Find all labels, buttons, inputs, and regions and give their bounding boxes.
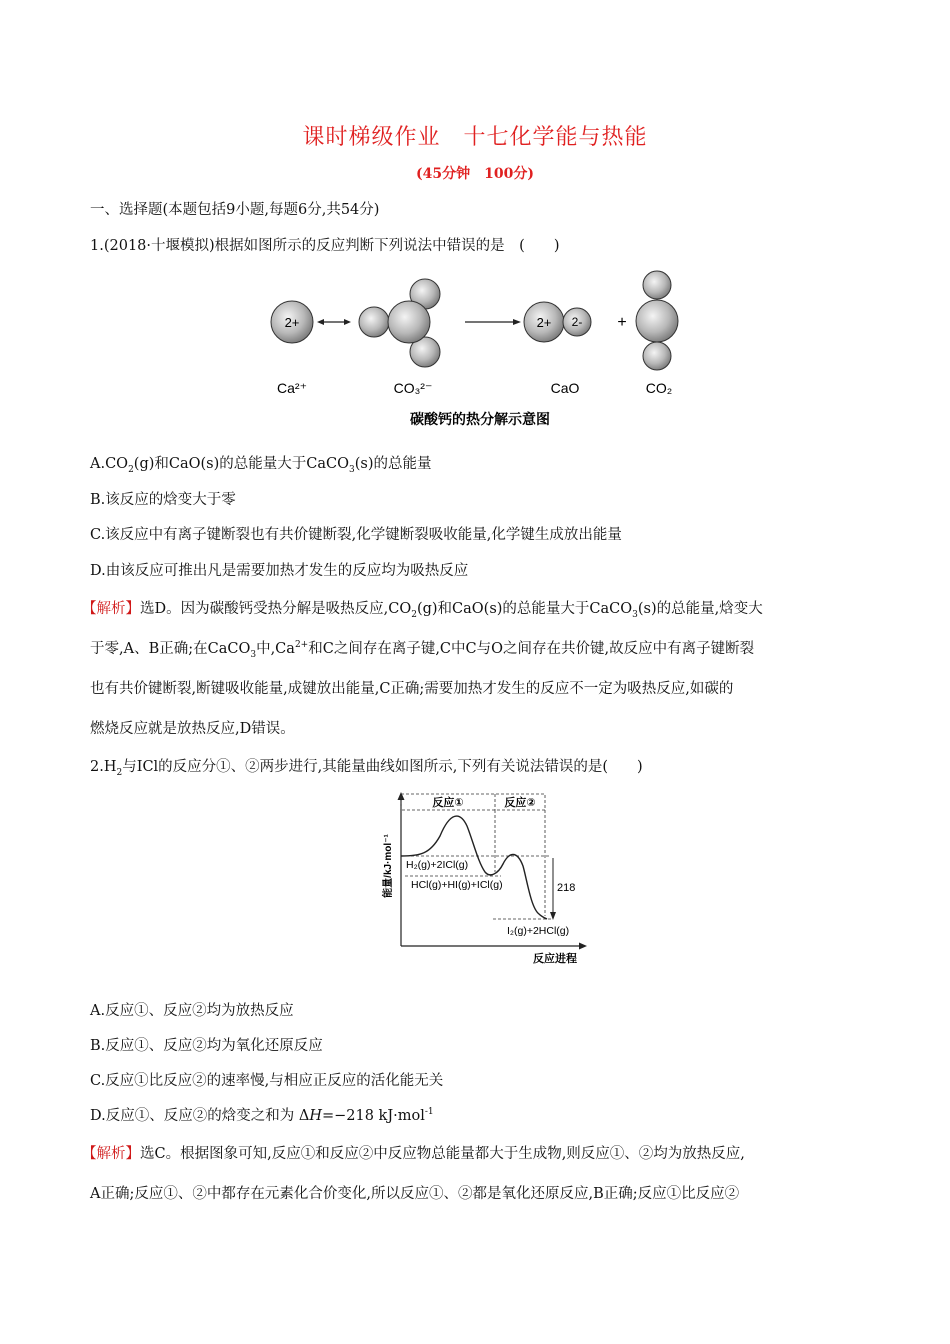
page-title: 课时梯级作业 十七化学能与热能 xyxy=(302,125,648,150)
q2-energy-diagram xyxy=(375,786,595,972)
q1-option-d: D.由该反应可推出凡是需要加热才发生的反应均为吸热反应 xyxy=(90,563,469,579)
label-co2: CO₂ xyxy=(645,380,673,396)
state-products: I₂(g)+2HCl(g) xyxy=(507,925,570,937)
reaction-arrow-head xyxy=(513,319,521,325)
arrow-head-left xyxy=(317,319,324,325)
analysis-tag: 【解析】 xyxy=(82,601,140,617)
q1-figure xyxy=(255,268,705,438)
analysis-tag: 【解析】 xyxy=(82,1146,140,1162)
plus-sign: + xyxy=(617,314,627,331)
q2-option-a: A.反应①、反应②均为放热反应 xyxy=(90,1003,294,1019)
x-axis-label: 反应进程 xyxy=(533,953,577,965)
q2-analysis-line2: A正确;反应①、②中都存在元素化合价变化,所以反应①、②都是氧化还原反应,B正确;反应①比反应② xyxy=(90,1186,740,1202)
section-heading: 一、选择题(本题包括9小题,每题6分,共54分) xyxy=(90,202,380,218)
q2-analysis-line1: 【解析】选C。根据图象可知,反应①和反应②中反应物总能量都大于生成物,则反应①、②均为放热反应, xyxy=(82,1146,745,1162)
cao-ca-charge: 2+ xyxy=(536,315,552,330)
page-subtitle: (45分钟 100分) xyxy=(416,166,534,182)
co3-oxygen-left xyxy=(359,307,389,337)
q2-option-b: B.反应①、反应②均为氧化还原反应 xyxy=(90,1038,323,1054)
arrow-head-right xyxy=(344,319,351,325)
figure-caption: 碳酸钙的热分解示意图 xyxy=(410,411,550,427)
co2-carbon xyxy=(636,300,678,342)
label-co3: CO₃²⁻ xyxy=(393,380,433,396)
q2-option-d: D.反应①、反应②的焓变之和为 ΔH=−218 kJ·mol$^{-1}$ xyxy=(90,1107,434,1124)
q1-stem: 1.(2018·十堰模拟)根据如图所示的反应判断下列说法中错误的是 ( ) xyxy=(90,238,560,254)
delta-label: 218 xyxy=(557,882,576,894)
q1-analysis-line2: 于零,A、B正确;在CaCO$_3$中$,Ca^{2+}$和C之间存在离子键,C中C与O之间存在共价键,故反应中有离子键断裂 xyxy=(90,640,755,660)
q1-option-b: B.该反应的焓变大于零 xyxy=(90,492,236,508)
state-reactants: H₂(g)+2ICl(g) xyxy=(406,859,469,871)
co3-carbon xyxy=(388,301,430,343)
state-intermediate: HCl(g)+HI(g)+ICl(g) xyxy=(411,879,503,891)
label-cao: CaO xyxy=(550,380,580,396)
y-axis-label: 能量/kJ·mol⁻¹ xyxy=(383,834,394,898)
q2-stem: $2.H_2$与ICl的反应分①、②两步进行,其能量曲线如图所示,下列有关说法错误的是( ) xyxy=(90,759,643,778)
q2-option-c: C.反应①比反应②的速率慢,与相应正反应的活化能无关 xyxy=(90,1073,444,1089)
x-axis-arrow xyxy=(579,943,587,950)
q1-analysis-line3: 也有共价键断裂,断键吸收能量,成键放出能量,C正确;需要加热才发生的反应不一定为吸热反应,如碳的 xyxy=(90,681,734,697)
co2-oxygen-bottom xyxy=(643,342,671,370)
ca-ion-charge: 2+ xyxy=(284,315,300,330)
q1-analysis-line4: 燃烧反应就是放热反应,D错误。 xyxy=(90,721,295,737)
cao-o-charge: 2- xyxy=(571,315,583,329)
co2-oxygen-top xyxy=(643,271,671,299)
step1-label: 反应① xyxy=(432,797,464,809)
q1-option-a: $A.CO_2(g)$和CaO(s)的总能量大于CaCO$_3$(s)的总能量 xyxy=(90,456,432,475)
step2-label: 反应② xyxy=(504,797,536,809)
q1-analysis-line1: 【解析】选D。因为碳酸钙受热分解是吸热反应$,CO_2(g)$和CaO(s)的总能量大于CaCO$_3$(s)的总能量,焓变大 xyxy=(82,601,763,620)
q1-option-c: C.该反应中有离子键断裂也有共价键断裂,化学键断裂吸收能量,化学键生成放出能量 xyxy=(90,527,622,543)
label-ca-ion: Ca²⁺ xyxy=(277,380,307,396)
